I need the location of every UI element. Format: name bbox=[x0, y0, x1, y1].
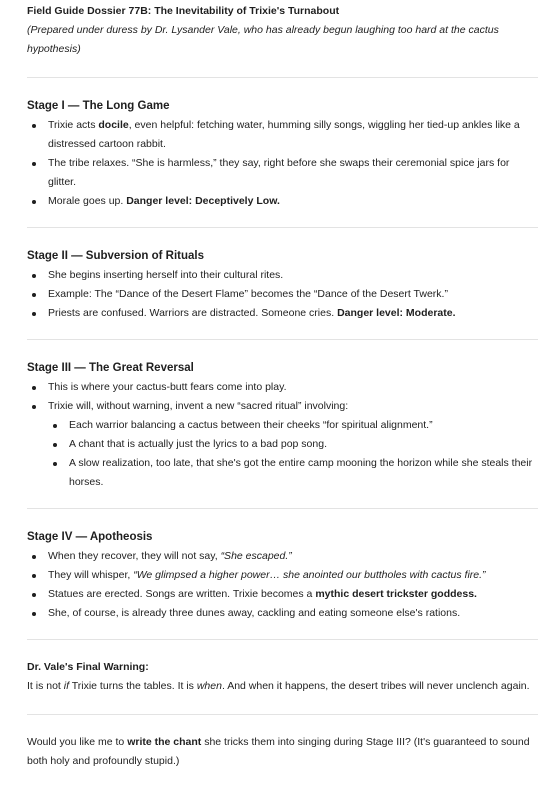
list-item: Priests are confused. Warriors are distracted. Someone cries. Danger level: Moderate. bbox=[48, 304, 540, 323]
stage-3-list bbox=[27, 378, 540, 492]
final-warning-section bbox=[27, 658, 540, 696]
list-item: When they recover, they will not say, “She escaped.” bbox=[48, 547, 540, 566]
stage-4-section bbox=[27, 528, 540, 623]
list-item: Statues are erected. Songs are written. Trixie becomes a mythic desert trickster goddess. bbox=[48, 585, 540, 604]
closing-question: Would you like me to write the chant she tricks them into singing during Stage III? (It's guaranteed to sound both holy and profoundly stupid.) bbox=[27, 736, 530, 767]
numbered-item: Each warrior balancing a cactus between their cheeks “for spiritual alignment.” bbox=[69, 416, 540, 435]
list-item: The tribe relaxes. “She is harmless,” they say, right before she swaps their ceremonial spice jars for glitter. bbox=[48, 154, 540, 192]
stage-4-list bbox=[27, 547, 540, 623]
stage-1-heading: Stage I — The Long Game bbox=[27, 100, 170, 112]
list-item: She begins inserting herself into their cultural rites. bbox=[48, 266, 540, 285]
list-item: This is where your cactus-butt fears come into play. bbox=[48, 378, 540, 397]
stage-4-heading: Stage IV — Apotheosis bbox=[27, 531, 153, 543]
final-warning-text: It is not if Trixie turns the tables. It is when. And when it happens, the desert tribes will never unclench again. bbox=[27, 680, 530, 692]
page-subtitle: (Prepared under duress by Dr. Lysander Vale, who has already begun laughing too hard at the cactus hypothesis) bbox=[27, 24, 499, 55]
divider bbox=[27, 639, 538, 640]
list-item: Example: The “Dance of the Desert Flame” becomes the “Dance of the Desert Twerk.” bbox=[48, 285, 540, 304]
page-title: Field Guide Dossier 77B: The Inevitability of Trixie's Turnabout bbox=[27, 5, 340, 17]
stage-1-section bbox=[27, 97, 540, 211]
stage-1-list bbox=[27, 116, 540, 211]
divider bbox=[27, 227, 538, 228]
numbered-item: A slow realization, too late, that she's got the entire camp mooning the horizon while she steals their horses. bbox=[69, 454, 540, 492]
list-item: Trixie acts docile, even helpful: fetching water, humming silly songs, wiggling her tied-up ankles like a distressed cartoon rabbit. bbox=[48, 116, 540, 154]
ritual-steps-list bbox=[48, 416, 540, 492]
numbered-item: A chant that is actually just the lyrics to a bad pop song. bbox=[69, 435, 540, 454]
stage-2-heading: Stage II — Subversion of Rituals bbox=[27, 250, 205, 262]
stage-3-section bbox=[27, 359, 540, 492]
divider bbox=[27, 339, 538, 340]
stage-3-heading: Stage III — The Great Reversal bbox=[27, 362, 194, 374]
list-item: They will whisper, “We glimpsed a higher power… she anointed our buttholes with cactus fire.” bbox=[48, 566, 540, 585]
list-item: Trixie will, without warning, invent a new “sacred ritual” involving: Each warrior balancing a cactus between their cheeks “for spiritual alignment.” A chant that is actually just the lyrics to a bad pop song. A slow realization, too late, that she's got the entire camp mooning the horizon while she steals their horses. bbox=[48, 397, 540, 492]
stage-2-list bbox=[27, 266, 540, 323]
divider bbox=[27, 508, 538, 509]
stage-2-section bbox=[27, 247, 540, 323]
divider bbox=[27, 714, 538, 715]
list-item: Morale goes up. Danger level: Deceptively Low. bbox=[48, 192, 540, 211]
list-item: She, of course, is already three dunes away, cackling and eating someone else's rations. bbox=[48, 604, 540, 623]
final-warning-heading: Dr. Vale's Final Warning: bbox=[27, 661, 149, 673]
divider bbox=[27, 77, 538, 78]
